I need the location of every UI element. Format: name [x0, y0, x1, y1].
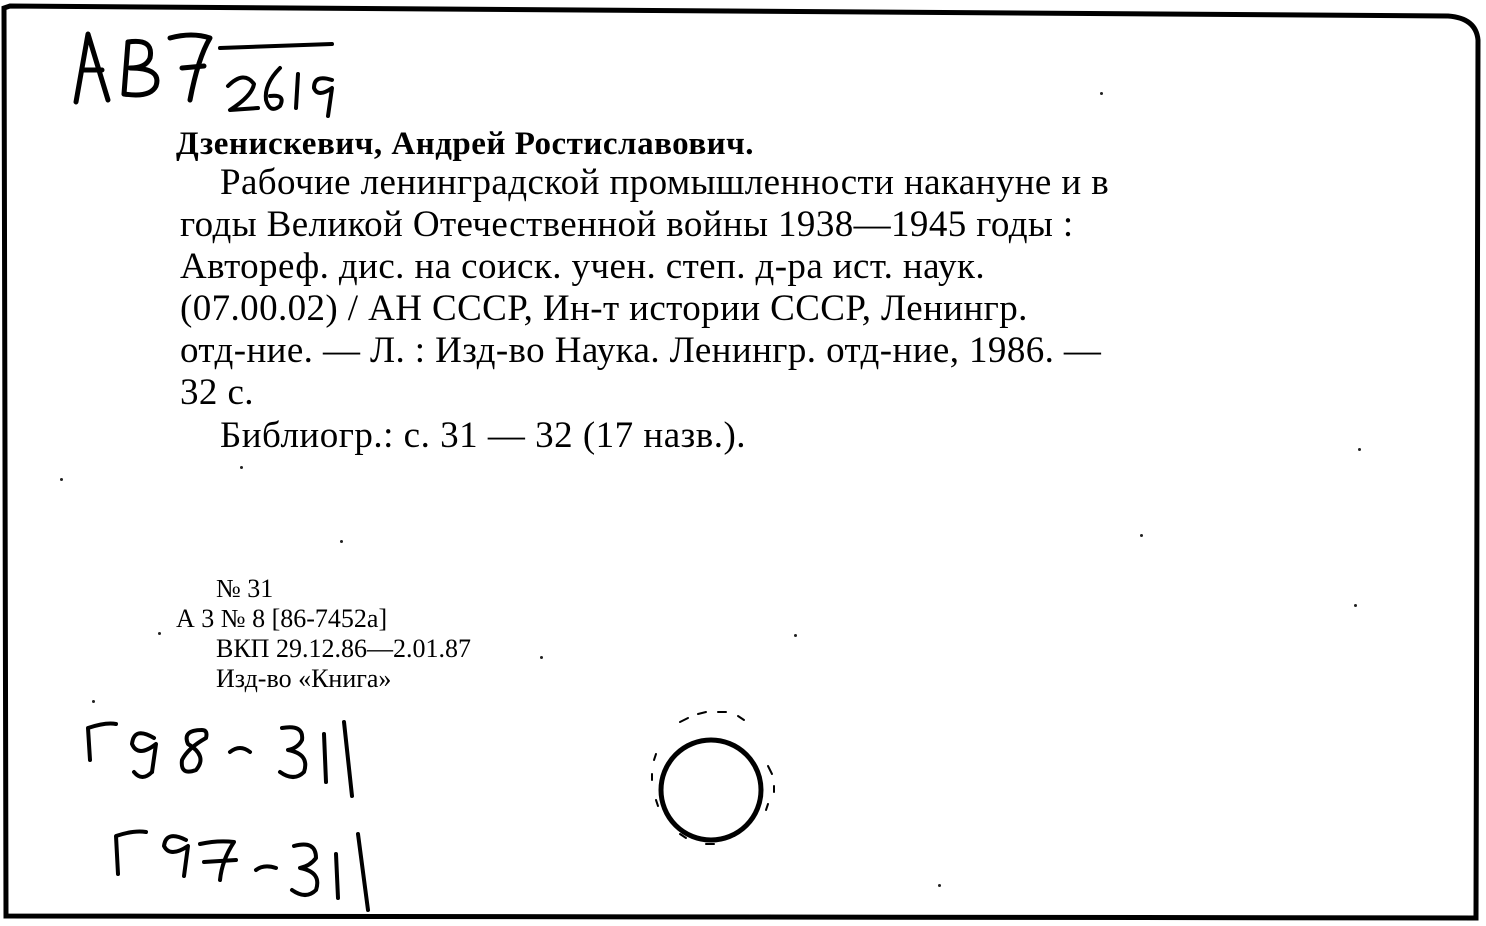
handwritten-code-bottom-2: [104, 814, 394, 914]
description-line: отд-ние. — Л. : Изд-во Наука. Ленингр. отд-ние, 1986. —: [180, 330, 1102, 371]
speck: [1358, 448, 1361, 451]
speck: [60, 478, 63, 481]
vkp-dates: ВКП 29.12.86—2.01.87: [216, 634, 471, 663]
speck: [158, 632, 161, 635]
imprint-block: [176, 574, 471, 694]
handwritten-code-top: [70, 24, 230, 110]
stamp-circle: [640, 700, 790, 850]
registry-code: А 3 № 8 [86-7452а]: [176, 604, 388, 633]
speck: [1100, 92, 1103, 95]
bibliography-note: Библиогр.: с. 31 — 32 (17 назв.).: [220, 415, 747, 456]
description-line: Автореф. дис. на соиск. учен. степ. д-ра ист. наук.: [180, 246, 985, 287]
speck: [540, 656, 543, 659]
speck: [1354, 604, 1357, 607]
publisher-note: Изд-во «Книга»: [216, 664, 392, 693]
speck: [1140, 534, 1143, 537]
description-line: 32 с.: [180, 372, 254, 413]
speck: [340, 540, 343, 543]
description-line: (07.00.02) / АН СССР, Ин-т истории СССР, Ленингр.: [180, 288, 1028, 329]
record-number: № 31: [216, 574, 274, 603]
description-line: Рабочие ленинградской промышленности накануне и в: [220, 162, 1110, 203]
speck: [794, 634, 797, 637]
record-description: [180, 162, 1346, 414]
handwritten-code-bottom-1: [76, 708, 376, 800]
handwritten-number-top: [214, 34, 354, 120]
speck: [92, 700, 95, 703]
description-line: годы Великой Отечественной войны 1938—1945 годы :: [180, 204, 1074, 245]
speck: [938, 884, 941, 887]
speck: [240, 466, 243, 469]
author-heading: Дзенискевич, Андрей Ростиславович.: [176, 126, 755, 162]
